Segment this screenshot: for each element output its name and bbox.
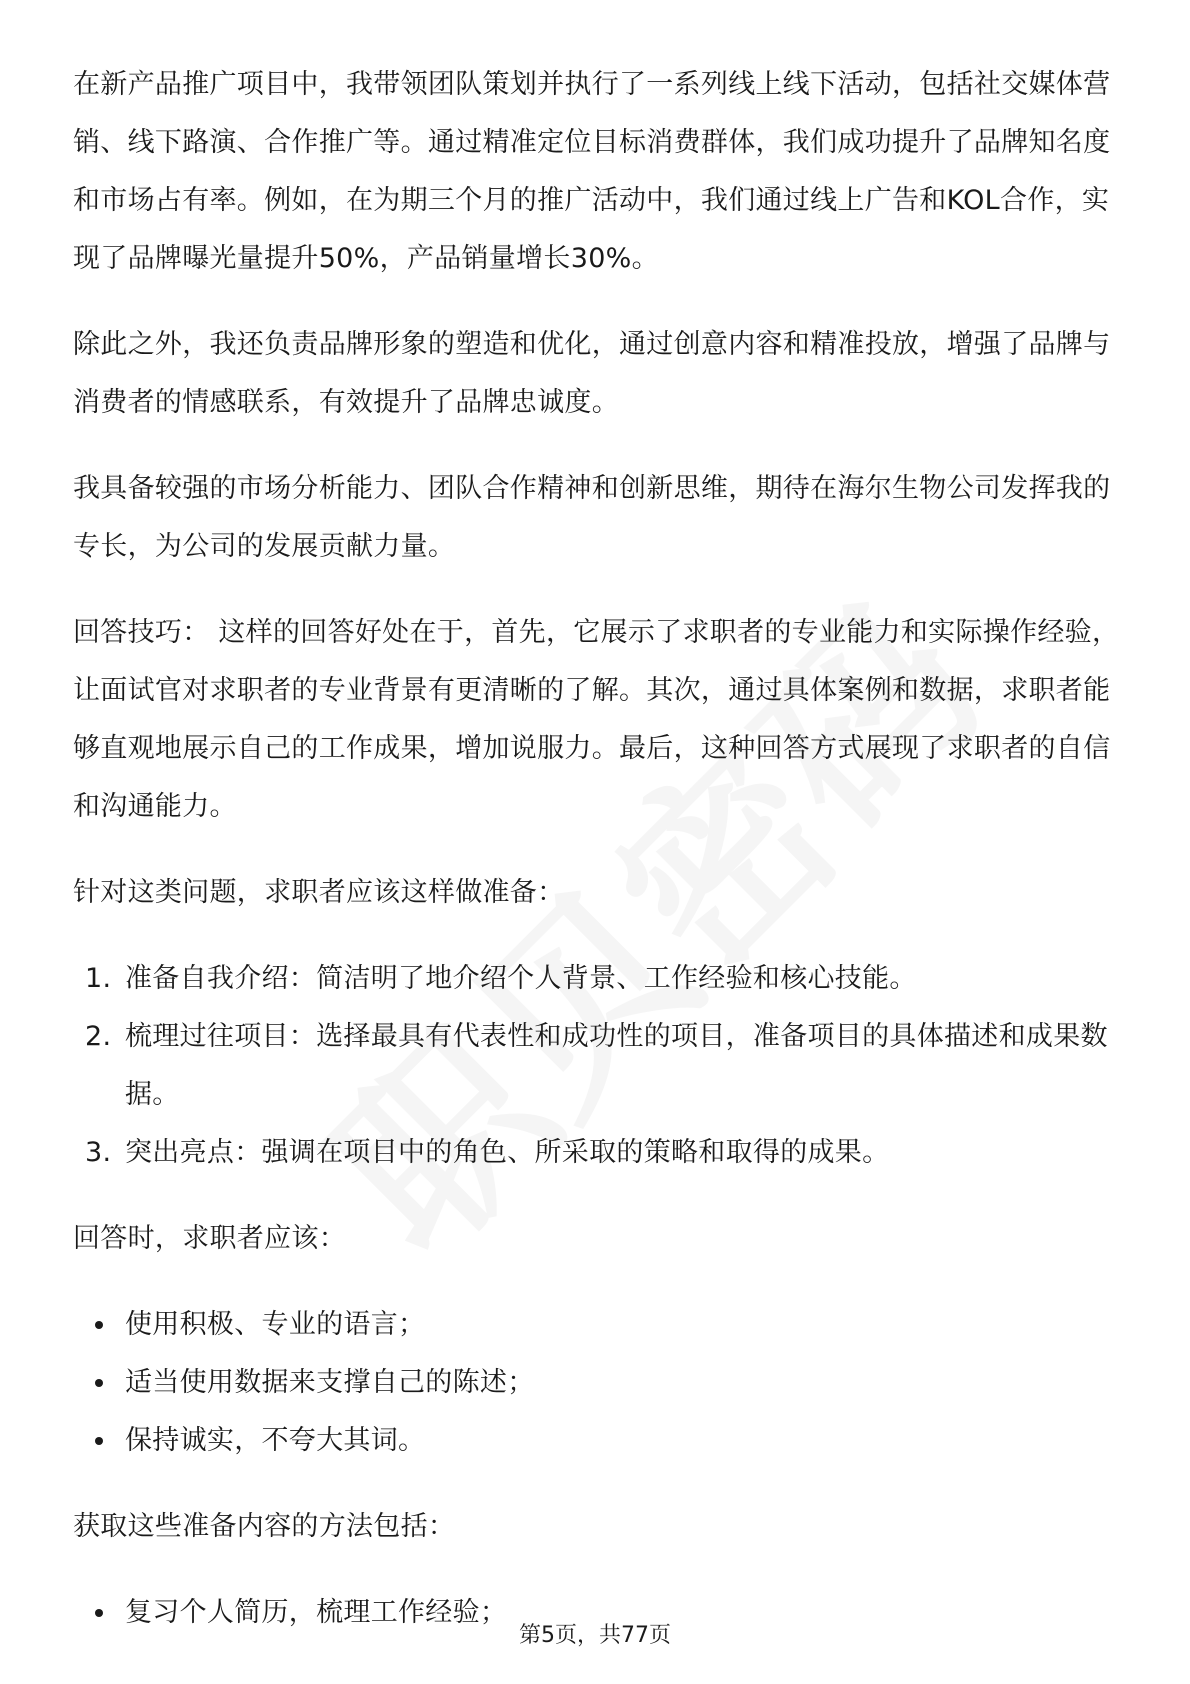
list-item-text: 梳理过往项目：选择最具有代表性和成功性的项目，准备项目的具体描述和成果数据。 xyxy=(125,1021,1108,1110)
list-number: 3. xyxy=(85,1137,112,1168)
document-page xyxy=(73,56,1123,1670)
bullet-icon xyxy=(95,1321,103,1329)
list-item xyxy=(73,1124,1123,1182)
list-item-text: 准备自我介绍：简洁明了地介绍个人背景、工作经验和核心技能。 xyxy=(125,963,917,994)
bullet-icon xyxy=(95,1609,103,1617)
paragraph-project-experience: 在新产品推广项目中，我带领团队策划并执行了一系列线上线下活动，包括社交媒体营销、线下路演、合作推广等。通过精准定位目标消费群体，我们成功提升了品牌知名度和市场占有率。例如，在为期三个月的推广活动中，我们通过线上广告和KOL合作，实现了品牌曝光量提升50%，产品销量增长30%。 xyxy=(73,69,1111,274)
list-number: 1. xyxy=(85,963,112,994)
list-item-text: 突出亮点：强调在项目中的角色、所采取的策略和取得的成果。 xyxy=(125,1137,890,1168)
prep-list xyxy=(73,950,1123,1182)
list-item xyxy=(73,950,1123,1008)
list-number: 2. xyxy=(85,1021,112,1052)
page-footer: 第5页，共77页 xyxy=(519,1623,671,1648)
list-item-text: 保持诚实，不夸大其词。 xyxy=(125,1425,426,1456)
paragraph-answer-tips: 回答技巧： 这样的回答好处在于，首先，它展示了求职者的专业能力和实际操作经验，让面试官对求职者的专业背景有更清晰的了解。其次，通过具体案例和数据，求职者能够直观地展示自己的工作成果，增加说服力。最后，这种回答方式展现了求职者的自信和沟通能力。 xyxy=(73,617,1120,822)
paragraph-brand-image: 除此之外，我还负责品牌形象的塑造和优化，通过创意内容和精准投放，增强了品牌与消费者的情感联系，有效提升了品牌忠诚度。 xyxy=(73,329,1111,418)
list-item xyxy=(73,1008,1123,1124)
list-item xyxy=(73,1296,1123,1354)
answer-list xyxy=(73,1296,1123,1470)
list-item xyxy=(73,1354,1123,1412)
list-item-text: 复习个人简历，梳理工作经验； xyxy=(125,1597,508,1628)
paragraph-answer-intro: 回答时，求职者应该： xyxy=(73,1223,346,1254)
paragraph-methods-intro: 获取这些准备内容的方法包括： xyxy=(73,1511,456,1542)
paragraph-abilities: 我具备较强的市场分析能力、团队合作精神和创新思维，期待在海尔生物公司发挥我的专长，为公司的发展贡献力量。 xyxy=(73,473,1111,562)
paragraph-prep-intro: 针对这类问题，求职者应该这样做准备： xyxy=(73,877,565,908)
list-item xyxy=(73,1412,1123,1470)
bullet-icon xyxy=(95,1379,103,1387)
list-item-text: 适当使用数据来支撑自己的陈述； xyxy=(125,1367,535,1398)
list-item-text: 使用积极、专业的语言； xyxy=(125,1309,426,1340)
bullet-icon xyxy=(95,1437,103,1445)
